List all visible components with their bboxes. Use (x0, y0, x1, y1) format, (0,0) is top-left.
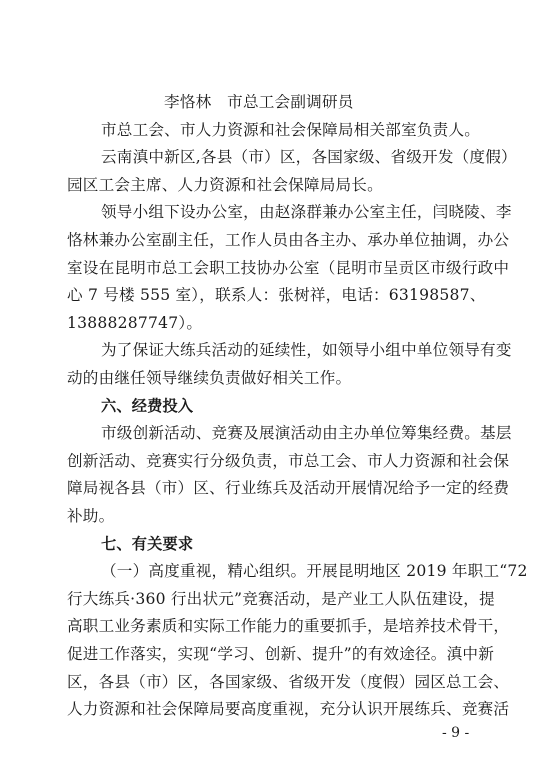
paragraph-funding-line-1: 市级创新活动、竞赛及展演活动由主办单位筹集经费。基层 (101, 424, 512, 443)
paragraph-continuity-line-1: 为了保证大练兵活动的延续性，如领导小组中单位领导有变 (101, 341, 512, 360)
paragraph-office-line-3: 室设在昆明市总工会职工技协办公室（昆明市呈贡区市级行政中 (67, 258, 510, 277)
paragraph-requirements-line-3: 高职工业务素质和实际工作能力的重要抓手，是培养技术骨干， (67, 617, 510, 636)
paragraph-office-line-5: 13888287747）。 (67, 313, 203, 332)
member-line-districts: 云南滇中新区,各县（市）区，各国家级、省级开发（度假） (101, 148, 517, 167)
paragraph-office-line-2: 恪林兼办公室副主任，工作人员由各主办、承办单位抽调，办公 (67, 231, 510, 249)
member-line-li-kelin: 李恪林 市总工会副调研员 (164, 93, 354, 111)
paragraph-requirements-line-2: 行大练兵·360 行出状元”竞赛活动，是产业工人队伍建设，提 (67, 589, 495, 608)
section-heading-requirements: 七、有关要求 (101, 534, 194, 553)
paragraph-funding-line-2: 创新活动、竞赛实行分级负责，市总工会、市人力资源和社会保 (67, 451, 510, 470)
paragraph-office-line-4: 心 7 号楼 555 室），联系人：张树祥，电话：63198587、 (67, 286, 486, 305)
paragraph-continuity-line-2: 动的由继任领导继续负责做好相关工作。 (67, 369, 352, 387)
paragraph-requirements-line-6: 人力资源和社会保障局要高度重视，充分认识开展练兵、竞赛活 (67, 700, 510, 719)
paragraph-requirements-line-4: 促进工作落实，实现“学习、创新、提升”的有效途径。滇中新 (67, 645, 494, 663)
paragraph-funding-line-3: 障局视各县（市）区、行业练兵及活动开展情况给予一定的经费 (67, 479, 510, 498)
section-heading-funding: 六、经费投入 (101, 396, 194, 415)
paragraph-funding-line-4: 补助。 (67, 507, 115, 525)
paragraph-office-line-1: 领导小组下设办公室，由赵涤群兼办公室主任，闫晓陵、李 (101, 203, 512, 222)
member-line-departments: 市总工会、市人力资源和社会保障局相关部室负责人。 (101, 120, 481, 139)
page-number: - 9 - (442, 724, 470, 741)
paragraph-requirements-line-1: （一）高度重视，精心组织。开展昆明地区 2019 年职工“72 (101, 562, 528, 581)
member-line-districts-cont: 园区工会主席、人力资源和社会保障局局长。 (67, 175, 383, 194)
paragraph-requirements-line-5: 区，各县（市）区，各国家级、省级开发（度假）园区总工会、 (67, 672, 510, 691)
